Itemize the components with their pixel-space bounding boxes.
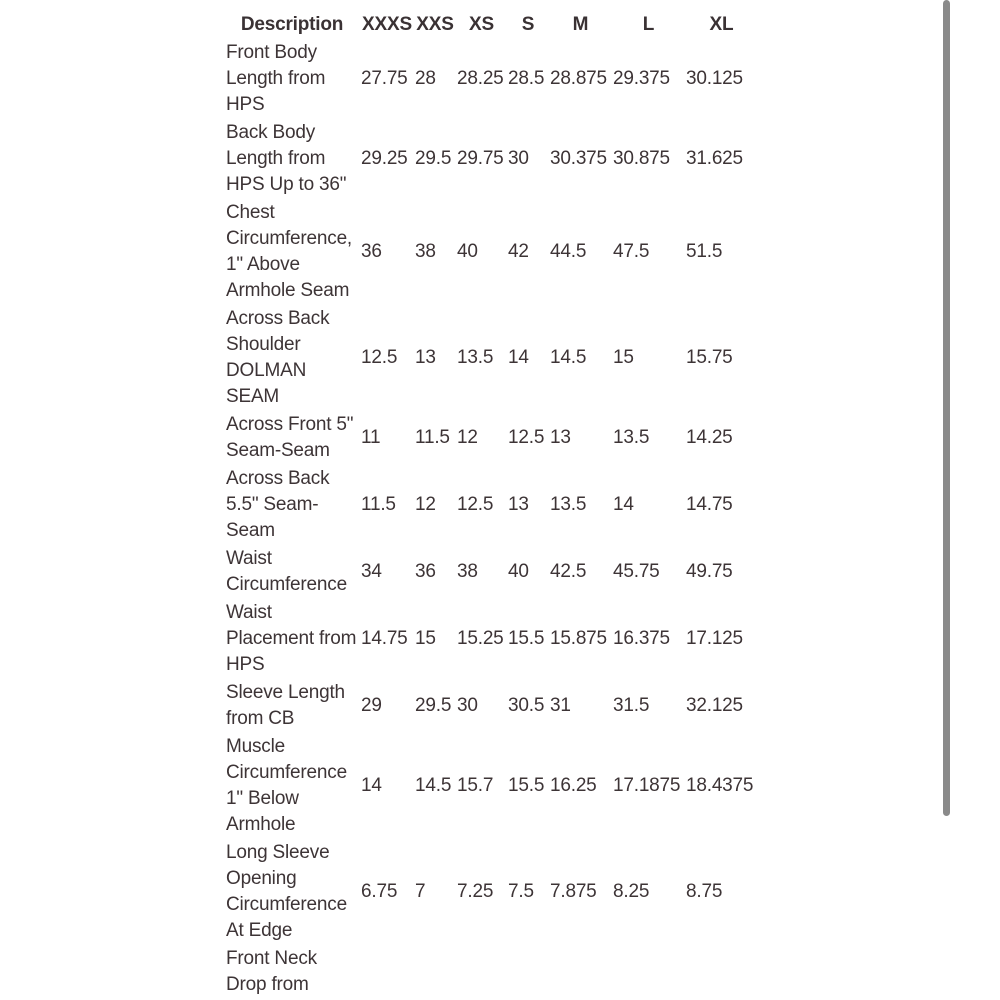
cell-xxs: 15 [415, 628, 436, 649]
cell-xxs: 29.5 [415, 148, 452, 169]
table-row [224, 733, 758, 839]
table-row [224, 305, 758, 411]
cell-s: 42 [508, 241, 529, 262]
table-row [224, 411, 758, 465]
cell-l: 45.75 [613, 561, 660, 582]
cell-m: 13.5 [550, 494, 587, 515]
cell-m: 15.875 [550, 628, 607, 649]
cell-s: 40 [508, 561, 529, 582]
row-description: Front Neck Drop from [226, 948, 317, 995]
cell-m: 28.875 [550, 68, 607, 89]
table-row [224, 39, 758, 119]
cell-xxs: 7 [415, 881, 426, 902]
cell-s: 15.5 [508, 775, 545, 796]
cell-xxxs: 34 [361, 561, 382, 582]
cell-m: 16.25 [550, 775, 597, 796]
cell-s: 14 [508, 347, 529, 368]
cell-m [549, 945, 612, 999]
row-description: Across Back 5.5" Seam-Seam [226, 468, 330, 541]
cell-l: 8.25 [613, 881, 650, 902]
row-description: Across Front 5" Seam-Seam [226, 414, 354, 461]
header-xl: XL [709, 14, 734, 35]
cell-l: 31.5 [613, 695, 650, 716]
cell-xs: 7.25 [457, 881, 494, 902]
cell-xxs: 28 [415, 68, 436, 89]
cell-xxxs: 29.25 [361, 148, 408, 169]
table-row [224, 119, 758, 199]
cell-xs: 29.75 [457, 148, 504, 169]
cell-xxxs: 27.75 [361, 68, 408, 89]
cell-m: 42.5 [550, 561, 587, 582]
cell-xxs [414, 945, 456, 999]
cell-xs: 40 [457, 241, 478, 262]
header-xxxs: XXXS [362, 14, 412, 35]
cell-xxxs: 11.5 [361, 494, 396, 515]
cell-xxs: 14.5 [415, 775, 452, 796]
cell-s: 28.5 [508, 68, 545, 89]
cell-l: 17.1875 [613, 775, 681, 796]
cell-xs: 12 [457, 427, 478, 448]
scrollbar-thumb[interactable] [943, 0, 950, 816]
size-chart-table [224, 10, 758, 999]
cell-xxs: 38 [415, 241, 436, 262]
header-l: L [642, 14, 655, 35]
cell-xl: 8.75 [686, 881, 723, 902]
cell-xxxs: 11 [361, 427, 381, 448]
cell-xs [456, 945, 507, 999]
cell-xl: 51.5 [686, 241, 723, 262]
cell-xxxs: 36 [361, 241, 382, 262]
cell-xl: 14.25 [686, 427, 733, 448]
header-s: S [521, 14, 535, 35]
row-description: Chest Circumference, 1" Above Armhole Seam [226, 202, 353, 301]
cell-xl: 31.625 [686, 148, 743, 169]
cell-s: 30.5 [508, 695, 545, 716]
row-description: Front Body Length from HPS [226, 42, 326, 115]
table-header [224, 10, 758, 39]
row-description: Waist Placement from HPS [226, 602, 357, 675]
cell-xs: 15.7 [457, 775, 494, 796]
header-xs: XS [469, 14, 494, 35]
row-description: Long Sleeve Opening Circumference At Edge [226, 842, 347, 941]
cell-l: 15 [613, 347, 634, 368]
cell-l: 13.5 [613, 427, 650, 448]
cell-xxxs: 14 [361, 775, 382, 796]
cell-m: 31 [550, 695, 571, 716]
cell-xxs: 11.5 [415, 427, 450, 448]
cell-s: 15.5 [508, 628, 545, 649]
cell-xl: 49.75 [686, 561, 733, 582]
cell-m: 44.5 [550, 241, 587, 262]
cell-s: 7.5 [508, 881, 534, 902]
cell-xl: 30.125 [686, 68, 743, 89]
cell-xxxs: 14.75 [361, 628, 408, 649]
cell-xs: 38 [457, 561, 478, 582]
cell-m: 7.875 [550, 881, 597, 902]
cell-xxs: 13 [415, 347, 436, 368]
row-description: Back Body Length from HPS Up to 36" [226, 122, 347, 195]
cell-xl: 32.125 [686, 695, 743, 716]
cell-l: 29.375 [613, 68, 670, 89]
cell-xxs: 36 [415, 561, 436, 582]
cell-xxs: 29.5 [415, 695, 452, 716]
header-row [224, 10, 758, 39]
header-description: Description [240, 14, 344, 35]
header-m: M [572, 14, 589, 35]
cell-xl: 17.125 [686, 628, 743, 649]
cell-m: 30.375 [550, 148, 607, 169]
cell-xxs: 12 [415, 494, 436, 515]
cell-xl: 18.4375 [686, 775, 754, 796]
row-description: Across Back Shoulder DOLMAN SEAM [226, 308, 330, 407]
cell-l: 14 [613, 494, 634, 515]
cell-xs: 12.5 [457, 494, 494, 515]
cell-l: 30.875 [613, 148, 670, 169]
cell-xxxs: 6.75 [361, 881, 398, 902]
cell-l: 16.375 [613, 628, 670, 649]
cell-xxxs: 29 [361, 695, 382, 716]
cell-xxxs [360, 945, 414, 999]
cell-l [612, 945, 685, 999]
table-row [224, 199, 758, 305]
cell-s: 13 [508, 494, 529, 515]
table-row [224, 839, 758, 945]
table-row [224, 599, 758, 679]
cell-s [507, 945, 549, 999]
cell-xxxs: 12.5 [361, 347, 398, 368]
table-row [224, 679, 758, 733]
table-body [224, 39, 758, 999]
row-description: Muscle Circumference 1" Below Armhole [226, 736, 347, 835]
cell-m: 13 [550, 427, 571, 448]
header-xxs: XXS [416, 14, 454, 35]
table-row [224, 545, 758, 599]
row-description: Waist Circumference [226, 548, 347, 595]
cell-s: 30 [508, 148, 529, 169]
cell-xs: 13.5 [457, 347, 494, 368]
table-row [224, 465, 758, 545]
cell-xs: 30 [457, 695, 478, 716]
cell-m: 14.5 [550, 347, 587, 368]
cell-xl [685, 945, 758, 999]
cell-xs: 15.25 [457, 628, 504, 649]
cell-l: 47.5 [613, 241, 650, 262]
row-description: Sleeve Length from CB [226, 682, 345, 729]
table-row [224, 945, 758, 999]
cell-xl: 14.75 [686, 494, 733, 515]
cell-s: 12.5 [508, 427, 545, 448]
cell-xs: 28.25 [457, 68, 504, 89]
cell-xl: 15.75 [686, 347, 733, 368]
